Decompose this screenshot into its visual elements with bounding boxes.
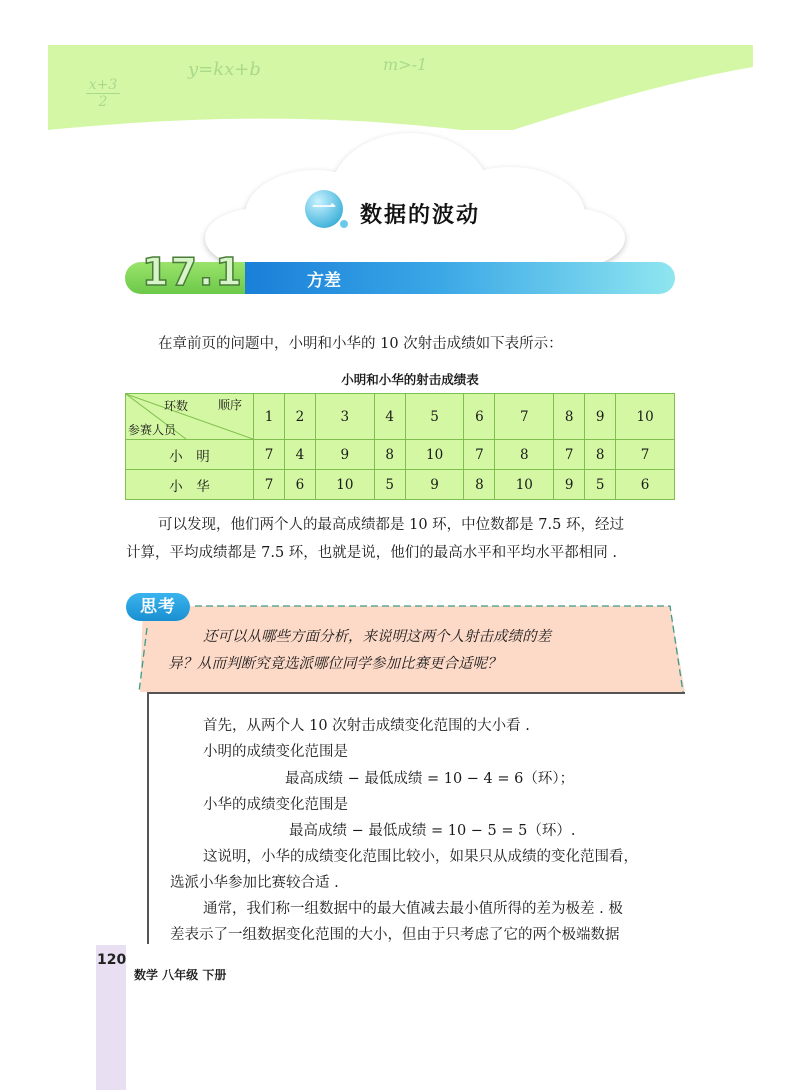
table-cell: 7 [254,440,285,470]
table-cell: 10 [315,470,374,500]
body-formula: 最高成绩 − 最低成绩 = 10 − 5 = 5（环）. [289,823,576,839]
fraction-numerator: x+3 [86,77,120,94]
paragraph-line: 计算，平均成绩都是 7.5 环，也就是说，他们的最高水平和平均水平都相同 . [126,545,617,561]
col-header: 8 [554,394,585,440]
table-header-row [126,394,675,440]
row-name: 小 明 [126,440,254,470]
think-badge: 思考 [126,593,190,621]
table-cell: 8 [495,440,554,470]
cloud-shape [190,120,630,270]
banner-formula-linear: y=kx+b [188,59,261,80]
body-line: 小明的成绩变化范围是 [203,744,348,760]
table-cell: 7 [464,440,495,470]
lesson-number: 17.1 [142,250,244,294]
table-cell: 10 [495,470,554,500]
table-cell: 10 [405,440,464,470]
table-cell: 8 [374,440,405,470]
table-cell: 8 [464,470,495,500]
frame-top-line [147,692,685,694]
body-formula: 最高成绩 − 最低成绩 = 10 − 4 = 6（环）； [285,771,575,787]
col-header: 6 [464,394,495,440]
table-cell: 9 [315,440,374,470]
col-header: 7 [495,394,554,440]
col-header: 2 [284,394,315,440]
table-row [126,470,675,500]
table-cell: 5 [585,470,616,500]
body-line: 首先，从两个人 10 次射击成绩变化范围的大小看 . [203,718,530,734]
think-line: 异？从而判断究竟选派哪位同学参加比赛更合适呢？ [168,656,502,672]
badge-dot-icon [340,220,348,228]
table-cell: 5 [374,470,405,500]
col-header: 1 [254,394,285,440]
body-line: 通常，我们称一组数据中的最大值减去最小值所得的差为极差 . 极 [203,901,623,917]
col-header: 10 [616,394,675,440]
col-header: 5 [405,394,464,440]
col-header: 3 [315,394,374,440]
table-cell: 8 [585,440,616,470]
col-header: 9 [585,394,616,440]
row-name: 小 华 [126,470,254,500]
frame-left-line [147,692,149,944]
body-line: 差表示了一组数据变化范围的大小，但由于只考虑了它的两个极端数据 [170,927,620,943]
page-number: 120 [97,952,127,968]
book-title: 数学 八年级 下册 [134,968,227,982]
table-row [126,440,675,470]
table-title: 小明和小华的射击成绩表 [341,372,479,387]
table-cell: 6 [284,470,315,500]
table-cell: 7 [254,470,285,500]
body-line: 小华的成绩变化范围是 [203,797,348,813]
corner-label-rings: 环数 [164,399,189,413]
corner-label-order: 顺序 [218,398,243,412]
table-cell: 4 [284,440,315,470]
score-table [125,393,675,500]
lesson-subtitle: 方差 [307,271,341,291]
banner-formula-inequality: m>-1 [383,55,428,74]
fraction-denominator: 2 [98,94,108,110]
table-cell: 7 [616,440,675,470]
table-cell: 7 [554,440,585,470]
corner-label-participants: 参赛人员 [128,423,177,437]
intro-paragraph: 在章前页的问题中，小明和小华的 10 次射击成绩如下表所示： [158,336,563,352]
table-cell: 6 [616,470,675,500]
body-line: 选派小华参加比赛较合适 . [170,875,339,891]
section-number-badge: 一 [305,190,343,228]
paragraph-line: 可以发现，他们两个人的最高成绩都是 10 环，中位数都是 7.5 环，经过 [158,517,624,533]
think-line: 还可以从哪些方面分析，来说明这两个人射击成绩的差 [203,629,551,645]
body-line: 这说明，小华的成绩变化范围比较小，如果只从成绩的变化范围看， [203,849,638,865]
table-corner-cell [126,394,254,440]
table-cell: 9 [405,470,464,500]
col-header: 4 [374,394,405,440]
section-title: 数据的波动 [360,203,481,228]
table-cell: 9 [554,470,585,500]
